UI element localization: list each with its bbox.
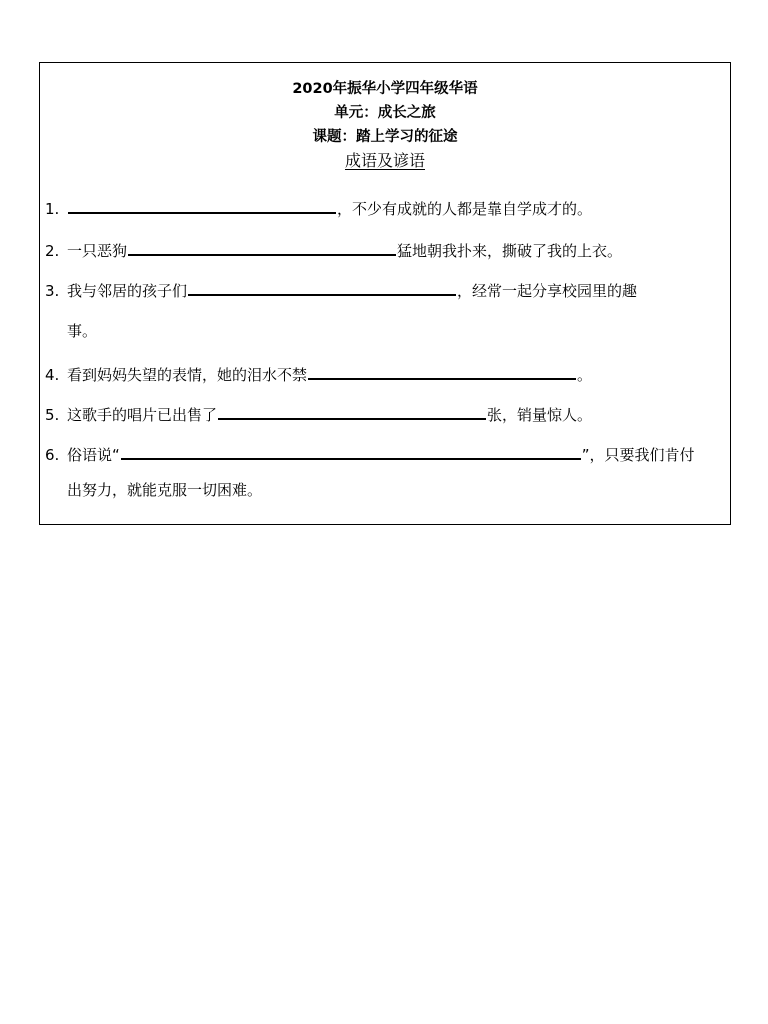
question-text-before: 俗语说“ [67,446,120,464]
question-text-after: ，经常一起分享校园里的趣 [457,282,638,300]
question-text-after: 张，销量惊人。 [487,406,593,424]
answer-blank[interactable] [128,238,396,256]
unit-title: 单元：成长之旅 [334,105,436,121]
question-number: 4. [45,366,60,384]
question-number: 1. [45,200,60,218]
question-number: 2. [45,242,60,260]
answer-blank[interactable] [308,362,576,380]
question-text-after: ”，只要我们肯付 [581,446,695,464]
question-6 [45,435,722,505]
question-text-before: 看到妈妈失望的表情，她的泪水不禁 [67,366,308,384]
question-4 [45,355,722,395]
worksheet-box [39,62,731,525]
question-text-after: ，不少有成就的人都是靠自学成才的。 [337,200,593,218]
question-continuation: 出努力，就能克服一切困难。 [67,481,263,499]
question-text-after: 。 [577,366,593,384]
question-2 [45,231,722,271]
question-text-before: 我与邻居的孩子们 [67,282,188,300]
question-text-before: 这歌手的唱片已出售了 [67,406,218,424]
question-continuation: 事。 [67,322,98,340]
answer-blank[interactable] [188,278,456,296]
section-title: 成语及谚语 [344,151,425,170]
answer-blank[interactable] [121,442,581,460]
question-3 [45,271,722,351]
question-1 [45,189,722,229]
question-number: 3. [45,282,60,300]
school-title: 2020年振华小学四年级华语 [292,81,478,97]
question-5 [45,395,722,435]
worksheet-header [40,77,730,173]
question-number: 6. [45,446,60,464]
question-number: 5. [45,406,60,424]
answer-blank[interactable] [68,196,336,214]
answer-blank[interactable] [218,402,486,420]
question-text-after: 猛地朝我扑来，撕破了我的上衣。 [397,242,623,260]
lesson-title: 课题：踏上学习的征途 [312,129,458,145]
question-text-before: 一只恶狗 [67,242,128,260]
